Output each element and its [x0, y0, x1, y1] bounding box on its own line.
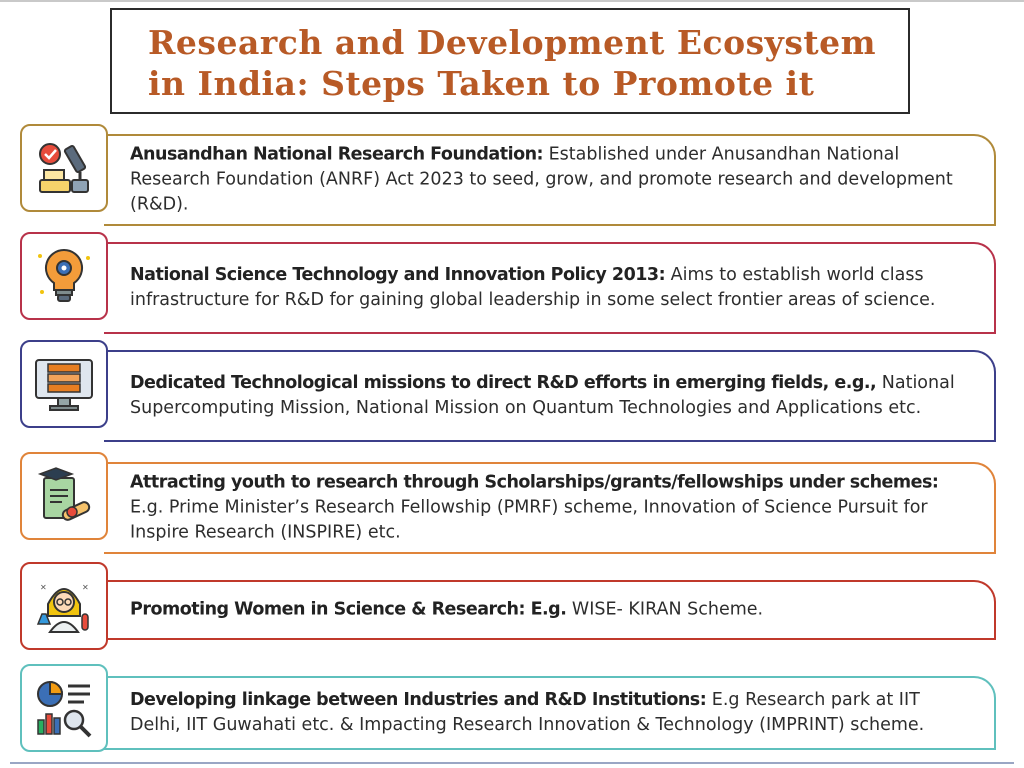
lightbulb-gear-icon: [32, 244, 96, 308]
card-heading: Attracting youth to research through Scholarships/grants/fellowships under schemes:: [130, 472, 939, 493]
server-monitor-icon: [32, 352, 96, 416]
card-heading: Anusandhan National Research Foundation:: [130, 144, 544, 165]
woman-scientist-icon: [32, 574, 96, 638]
card-text: [130, 471, 974, 546]
card-description: Aims to establish world class infrastructure for R&D for gaining global leadership in some select frontier areas of science.: [130, 265, 936, 310]
svg-text:✕: ✕: [40, 583, 47, 592]
icon-box: [20, 340, 108, 428]
icon-box: [20, 124, 108, 212]
card-text: [130, 263, 974, 313]
card-women-science: [104, 580, 996, 640]
card-heading: Developing linkage between Industries and R&D Institutions:: [130, 690, 707, 710]
bottom-rule: [10, 762, 1014, 764]
card-description: WISE- KIRAN Scheme.: [566, 599, 764, 620]
card-tech-missions: [104, 350, 996, 442]
card-text: [130, 688, 974, 738]
card-scholarships: [104, 462, 996, 554]
card-heading: Promoting Women in Science & Research: E.g.: [130, 599, 567, 620]
page-title: Research and Development Ecosystem in India: Steps Taken to Promote it: [148, 23, 877, 103]
icon-box: [20, 562, 108, 650]
icon-box: [20, 664, 108, 752]
card-stip-2013: [104, 242, 996, 334]
microscope-icon: [32, 136, 96, 200]
top-rule: [0, 0, 1024, 2]
card-industry-linkage: [104, 676, 996, 750]
card-text: [130, 371, 974, 421]
analytics-icon: [32, 676, 96, 740]
card-description: Established under Anusandhan National Research Foundation (ANRF) Act 2023 to seed, grow, and promote research and development (R&D).: [130, 144, 953, 215]
card-text: [130, 598, 974, 623]
card-heading: Dedicated Technological missions to direct R&D efforts in emerging fields, e.g.,: [130, 373, 877, 393]
card-text: [130, 143, 974, 218]
title-box: [110, 8, 910, 114]
card-description: E.g. Prime Minister’s Research Fellowship (PMRF) scheme, Innovation of Science Pursuit for Inspire Research (INSPIRE) etc.: [130, 497, 928, 543]
card-anrf: [104, 134, 996, 226]
card-description: E.g Research park at IIT Delhi, IIT Guwahati etc. & Impacting Research Innovation & Technology (IMPRINT) scheme.: [130, 690, 925, 735]
icon-box: [20, 452, 108, 540]
icon-box: [20, 232, 108, 320]
card-description: National Supercomputing Mission, National Mission on Quantum Technologies and Applications etc.: [130, 373, 955, 418]
svg-text:✕: ✕: [82, 583, 89, 592]
scholarship-icon: [32, 464, 96, 528]
card-heading: National Science Technology and Innovation Policy 2013:: [130, 265, 666, 285]
